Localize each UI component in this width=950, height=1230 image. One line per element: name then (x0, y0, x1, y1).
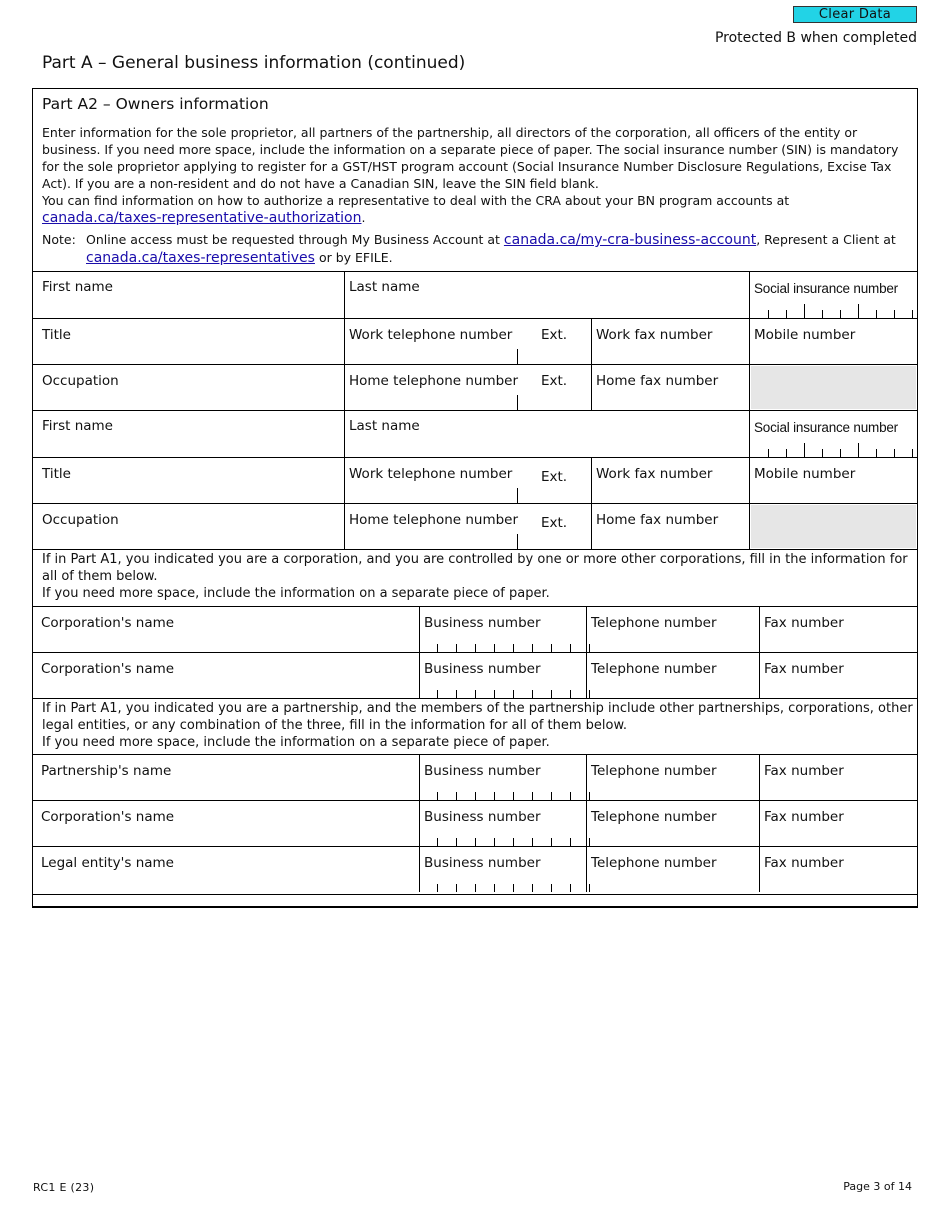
owner-1-sin-label: Social insurance number (754, 281, 898, 296)
partner-entity-3-business-number-tick (513, 884, 514, 892)
row-divider (33, 271, 917, 272)
intro-section (33, 89, 917, 272)
note-label: Note: (42, 232, 76, 247)
note (42, 231, 912, 267)
owner-2-sin-tick (840, 449, 841, 457)
partner-entity-1-telephone-label: Telephone number (591, 763, 717, 779)
partner-entity-1-business-number-label: Business number (424, 763, 541, 779)
partner-entity-2-business-number-tick (475, 838, 476, 846)
owner-1-first-name-label: First name (42, 279, 113, 295)
owner-2-work-ext-divider (517, 488, 518, 503)
row-divider (33, 846, 917, 847)
owner-1-home-ext-label: Ext. (541, 373, 568, 389)
partner-entity-1-business-number-tick (570, 792, 571, 800)
partnerships-divider (33, 698, 917, 699)
owner-2-sin-tick (768, 449, 769, 457)
owner-2-sin-tick (912, 449, 913, 457)
partner-entity-2-telephone-label: Telephone number (591, 809, 717, 825)
partner-entity-2-business-number-tick (456, 838, 457, 846)
row-divider (33, 410, 917, 411)
column-divider (344, 410, 345, 457)
partner-entity-1-business-number-tick (551, 792, 552, 800)
note-text-1: Online access must be requested through My Business Account at (86, 232, 500, 247)
corporation-1-business-number-tick (513, 644, 514, 652)
partner-entity-1-fax-field[interactable] (762, 778, 916, 798)
partner-entity-3-telephone-field[interactable] (589, 870, 755, 890)
row-divider (33, 364, 917, 365)
intro-paragraph-2: You can find information on how to authorize a representative to deal with the CRA about your BN program accounts at canada.ca/taxes-representative-authorization. (42, 193, 790, 226)
owner-2-shaded-cell (751, 505, 916, 548)
authorization-link[interactable]: canada.ca/taxes-representative-authorization (42, 210, 362, 226)
owner-1-occupation-label: Occupation (42, 373, 119, 389)
representatives-link[interactable]: canada.ca/taxes-representatives (86, 250, 315, 266)
partner-entity-2-business-number-field[interactable] (422, 828, 582, 844)
owner-2-first-name-label: First name (42, 418, 113, 434)
partner-entity-3-name-field[interactable] (35, 870, 415, 890)
column-divider (419, 754, 420, 800)
partner-entity-3-fax-field[interactable] (762, 870, 916, 890)
corporation-1-name-label: Corporation's name (41, 615, 175, 631)
partner-entity-2-business-number-tick (494, 838, 495, 846)
corporation-2-name-label: Corporation's name (41, 661, 175, 677)
corporation-1-telephone-field[interactable] (589, 630, 755, 650)
partner-entity-2-business-number-tick (589, 838, 590, 846)
partner-entity-3-telephone-label: Telephone number (591, 855, 717, 871)
column-divider (759, 652, 760, 698)
intro-paragraph-1: Enter information for the sole proprietor, all partners of the partnership, all directors of the corporation, all officers of the entity or business. If you need more space, include the information on a separate piece of paper. The social insurance number (SIN) is mandatory for the sole proprietor applying to register for a GST/HST program account (Social Insurance Number Disclosure Regulations, Excise Tax Act). If you are a non-resident and do not have a Canadian SIN, leave the SIN field blank. (42, 125, 899, 191)
partner-entity-1-name-field[interactable] (35, 778, 415, 798)
column-divider (749, 503, 750, 549)
row-divider (33, 606, 917, 607)
owner-2-work-phone-field[interactable] (347, 483, 515, 501)
owner-2-work-ext-field[interactable] (520, 483, 588, 501)
partner-entity-3-business-number-tick (551, 884, 552, 892)
partner-entity-3-business-number-field[interactable] (422, 874, 582, 890)
corporation-1-fax-label: Fax number (764, 615, 844, 631)
column-divider (749, 318, 750, 364)
owner-1-work-ext-label: Ext. (541, 327, 568, 343)
column-divider (344, 318, 345, 364)
corporation-1-business-number-tick (551, 644, 552, 652)
owner-2-mobile-label: Mobile number (754, 466, 856, 482)
column-divider (749, 410, 750, 457)
row-divider (33, 457, 917, 458)
owner-1-sin-tick (912, 310, 913, 318)
corporation-1-business-number-tick (589, 644, 590, 652)
corporation-1-fax-field[interactable] (762, 630, 916, 650)
partner-entity-3-fax-label: Fax number (764, 855, 844, 871)
column-divider (344, 271, 345, 318)
partner-entity-1-business-number-tick (513, 792, 514, 800)
owner-2-work-fax-label: Work fax number (596, 466, 713, 482)
corporation-1-business-number-tick (532, 644, 533, 652)
corporation-1-business-number-label: Business number (424, 615, 541, 631)
corporation-2-business-number-tick (513, 690, 514, 698)
intro-paragraph-2-text: You can find information on how to authorize a representative to deal with the CRA about your BN program accounts at (42, 193, 790, 208)
row-divider (33, 800, 917, 801)
owner-2-home-ext-label: Ext. (541, 515, 568, 531)
owner-2-sin-tick (876, 449, 877, 457)
partner-entity-3-business-number-tick (437, 884, 438, 892)
partnerships-text-1: If in Part A1, you indicated you are a partnership, and the members of the partnership include other partnerships, corporations, other legal entities, or any combination of the three, fill in the information for all of them below. (42, 701, 913, 733)
owner-2-home-ext-field[interactable] (520, 529, 588, 547)
owner-1-work-ext-divider (517, 349, 518, 364)
column-divider (749, 457, 750, 503)
column-divider (344, 503, 345, 549)
partner-entity-1-business-number-field[interactable] (422, 782, 582, 798)
partner-entity-1-fax-label: Fax number (764, 763, 844, 779)
partner-entity-1-business-number-tick (475, 792, 476, 800)
partner-entity-1-name-label: Partnership's name (41, 763, 172, 779)
partner-entity-3-business-number-tick (589, 884, 590, 892)
partner-entity-2-fax-label: Fax number (764, 809, 844, 825)
owner-1-occupation-field[interactable] (35, 390, 341, 408)
owner-1-sin-field[interactable] (752, 299, 916, 315)
column-divider (759, 800, 760, 846)
partner-entity-2-business-number-tick (437, 838, 438, 846)
owners-information-form (32, 88, 918, 908)
column-divider (586, 846, 587, 892)
partner-entity-2-business-number-tick (513, 838, 514, 846)
owner-2-home-phone-field[interactable] (347, 529, 515, 547)
partner-entity-1-business-number-tick (437, 792, 438, 800)
column-divider (759, 606, 760, 652)
partner-entity-3-business-number-tick (475, 884, 476, 892)
partner-entity-2-telephone-field[interactable] (589, 824, 755, 844)
corporations-divider (33, 549, 917, 550)
owner-1-home-ext-field[interactable] (520, 390, 588, 408)
column-divider (749, 271, 750, 318)
owner-2-home-fax-label: Home fax number (596, 512, 719, 528)
owner-1-sin-tick (822, 310, 823, 318)
partner-entity-3-name-label: Legal entity's name (41, 855, 174, 871)
partner-entity-2-name-label: Corporation's name (41, 809, 175, 825)
partner-entity-1-business-number-tick (494, 792, 495, 800)
corporation-2-name-field[interactable] (35, 676, 415, 696)
row-divider (33, 503, 917, 504)
column-divider (586, 652, 587, 698)
corporation-2-business-number-field[interactable] (422, 680, 582, 696)
owner-2-mobile-field[interactable] (752, 483, 916, 501)
partner-entity-2-name-field[interactable] (35, 824, 415, 844)
owner-2-home-ext-divider (517, 534, 518, 549)
column-divider (749, 364, 750, 410)
owner-1-mobile-field[interactable] (752, 344, 916, 362)
column-divider (591, 503, 592, 549)
corporations-text-1: If in Part A1, you indicated you are a corporation, and you are controlled by one or more other corporations, fill in the information for all of them below. (42, 552, 908, 584)
column-divider (419, 606, 420, 652)
partner-entity-1-business-number-tick (456, 792, 457, 800)
owner-1-last-name-field[interactable] (347, 295, 745, 315)
owner-1-home-ext-divider (517, 395, 518, 410)
section-title: Part A2 – Owners information (42, 95, 269, 113)
row-divider (33, 754, 917, 755)
owner-2-first-name-field[interactable] (35, 434, 341, 454)
owner-1-sin-tick (894, 310, 895, 318)
partner-entity-1-business-number-tick (532, 792, 533, 800)
corporation-2-fax-field[interactable] (762, 676, 916, 696)
owner-1-home-phone-label: Home telephone number (349, 373, 519, 389)
column-divider (419, 800, 420, 846)
owner-1-sin-tick (786, 310, 787, 318)
column-divider (759, 754, 760, 800)
owner-1-sin-tick (876, 310, 877, 318)
partner-entity-3-business-number-tick (532, 884, 533, 892)
owner-1-first-name-field[interactable] (35, 295, 341, 315)
owner-1-title-label: Title (42, 327, 71, 343)
note-body (42, 231, 912, 267)
corporation-1-business-number-field[interactable] (422, 634, 582, 650)
corporation-2-fax-label: Fax number (764, 661, 844, 677)
owner-2-sin-tick (894, 449, 895, 457)
owner-2-home-fax-field[interactable] (594, 529, 746, 547)
corporation-1-business-number-tick (494, 644, 495, 652)
corporation-1-name-field[interactable] (35, 630, 415, 650)
column-divider (586, 754, 587, 800)
owner-1-work-phone-field[interactable] (347, 344, 515, 362)
partnerships-text-2: If you need more space, include the information on a separate piece of paper. (42, 735, 550, 750)
column-divider (419, 652, 420, 698)
owner-1-shaded-cell (751, 366, 916, 409)
owner-2-sin-tick (858, 443, 859, 457)
column-divider (419, 846, 420, 892)
table-bottom-divider (33, 894, 917, 895)
owner-2-sin-label: Social insurance number (754, 420, 898, 435)
owner-2-home-phone-label: Home telephone number (349, 512, 519, 528)
corporation-2-business-number-tick (570, 690, 571, 698)
corporation-2-business-number-tick (456, 690, 457, 698)
part-title: Part A – General business information (continued) (42, 53, 466, 73)
form-code: RC1 E (23) (33, 1181, 95, 1194)
corporation-1-business-number-tick (475, 644, 476, 652)
column-divider (586, 606, 587, 652)
row-divider (33, 318, 917, 319)
partner-entity-3-business-number-tick (494, 884, 495, 892)
note-text-3: or by EFILE. (318, 250, 393, 265)
owner-1-mobile-label: Mobile number (754, 327, 856, 343)
corporation-2-business-number-tick (551, 690, 552, 698)
partner-entity-3-business-number-tick (456, 884, 457, 892)
owner-1-sin-tick (768, 310, 769, 318)
owner-2-sin-tick (822, 449, 823, 457)
owner-1-work-fax-label: Work fax number (596, 327, 713, 343)
partnerships-instructions (42, 700, 914, 751)
owner-2-occupation-field[interactable] (35, 529, 341, 547)
column-divider (586, 800, 587, 846)
owner-2-occupation-label: Occupation (42, 512, 119, 528)
owner-1-work-phone-label: Work telephone number (349, 327, 513, 343)
corporation-1-telephone-label: Telephone number (591, 615, 717, 631)
column-divider (591, 457, 592, 503)
corporation-1-business-number-tick (456, 644, 457, 652)
owner-1-sin-tick (840, 310, 841, 318)
column-divider (344, 457, 345, 503)
owner-1-home-fax-field[interactable] (594, 390, 746, 408)
owner-1-work-ext-field[interactable] (520, 344, 588, 362)
corporation-2-business-number-tick (475, 690, 476, 698)
corporation-2-business-number-label: Business number (424, 661, 541, 677)
partner-entity-2-business-number-tick (551, 838, 552, 846)
clear-data-button[interactable]: Clear Data (793, 6, 917, 23)
partner-entity-1-business-number-tick (589, 792, 590, 800)
page-number: Page 3 of 14 (843, 1180, 912, 1193)
owner-1-sin-tick (858, 304, 859, 318)
partner-entity-2-business-number-tick (570, 838, 571, 846)
owner-1-home-phone-field[interactable] (347, 390, 515, 408)
column-divider (344, 364, 345, 410)
corporation-1-business-number-tick (437, 644, 438, 652)
column-divider (591, 318, 592, 364)
owner-2-work-fax-field[interactable] (594, 483, 746, 501)
owner-2-sin-field[interactable] (752, 438, 916, 454)
partner-entity-3-business-number-label: Business number (424, 855, 541, 871)
corporation-2-business-number-tick (532, 690, 533, 698)
partner-entity-2-business-number-label: Business number (424, 809, 541, 825)
partner-entity-1-telephone-field[interactable] (589, 778, 755, 798)
corporation-2-telephone-label: Telephone number (591, 661, 717, 677)
corporations-text-2: If you need more space, include the information on a separate piece of paper. (42, 586, 550, 601)
owner-2-title-label: Title (42, 466, 71, 482)
corporation-2-telephone-field[interactable] (589, 676, 755, 696)
owner-2-sin-tick (786, 449, 787, 457)
column-divider (591, 364, 592, 410)
note-text-2: , Represent a Client at (756, 232, 896, 247)
corporation-2-business-number-tick (494, 690, 495, 698)
owner-1-work-fax-field[interactable] (594, 344, 746, 362)
protected-label: Protected B when completed (714, 30, 917, 46)
partner-entity-2-business-number-tick (532, 838, 533, 846)
owner-1-last-name-label: Last name (349, 279, 420, 295)
intro-text (42, 124, 912, 227)
owner-2-sin-tick (804, 443, 805, 457)
owner-2-work-ext-label: Ext. (541, 469, 568, 485)
partner-entity-2-fax-field[interactable] (762, 824, 916, 844)
owner-2-title-field[interactable] (35, 483, 341, 501)
my-business-account-link[interactable]: canada.ca/my-cra-business-account (503, 232, 757, 248)
corporation-2-business-number-tick (437, 690, 438, 698)
owner-2-last-name-field[interactable] (347, 434, 745, 454)
owner-1-title-field[interactable] (35, 344, 341, 362)
row-divider (33, 652, 917, 653)
owner-1-home-fax-label: Home fax number (596, 373, 719, 389)
owner-1-sin-tick (804, 304, 805, 318)
owner-2-last-name-label: Last name (349, 418, 420, 434)
corporation-2-business-number-tick (589, 690, 590, 698)
owner-2-work-phone-label: Work telephone number (349, 466, 513, 482)
column-divider (759, 846, 760, 892)
corporation-1-business-number-tick (570, 644, 571, 652)
partner-entity-3-business-number-tick (570, 884, 571, 892)
corporations-instructions (42, 551, 914, 602)
